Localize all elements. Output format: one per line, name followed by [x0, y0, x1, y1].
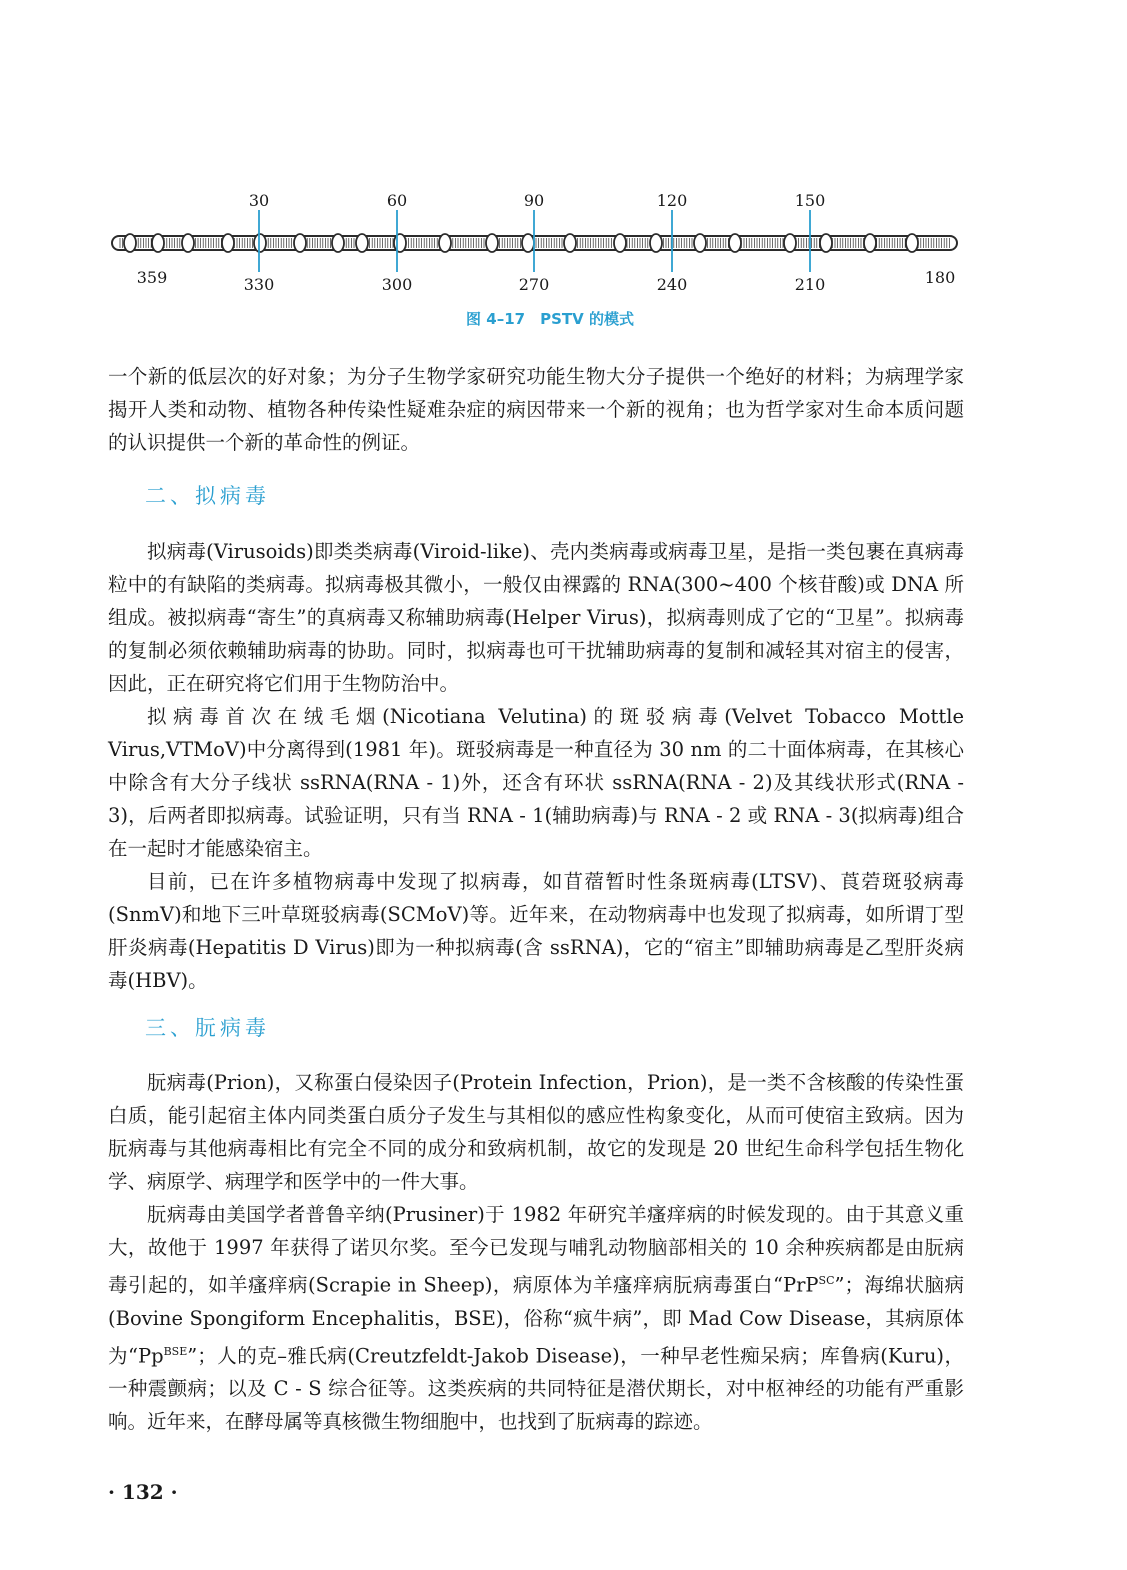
- p2-part-a: 朊病毒由美国学者普鲁辛纳(Prusiner)于 1982 年研究羊瘙痒病的时候发现的。由于其意义重大，故他于 1997 年获得了诺贝尔奖。至今已发现与哺乳动物脑部相关的 10 余种疾病都是由朊病毒引起的，如羊瘙痒病(Scrapie in Sheep)，病原体为羊瘙痒病朊病毒蛋白“PrP: [108, 1203, 964, 1297]
- internal-loop: [522, 234, 534, 252]
- section-3-paragraph-2: [108, 1198, 964, 1438]
- bottom-position-label: 180: [924, 268, 956, 287]
- section-3-body: [108, 1066, 964, 1438]
- intro-block: [108, 360, 964, 459]
- internal-loop: [254, 234, 266, 252]
- sup-bse: BSE: [163, 1344, 188, 1358]
- internal-loop: [124, 234, 136, 252]
- internal-loop: [614, 234, 626, 252]
- page-number: · 132 ·: [108, 1480, 178, 1504]
- internal-loop: [394, 234, 406, 252]
- bottom-position-label: 270: [518, 275, 550, 294]
- bottom-position-label: 240: [656, 275, 688, 294]
- top-position-label: 60: [386, 191, 408, 210]
- internal-loop: [332, 234, 344, 252]
- internal-loop: [784, 234, 796, 252]
- internal-loop: [439, 234, 451, 252]
- internal-loop: [650, 234, 662, 252]
- internal-loop: [356, 234, 368, 252]
- section-2-body: [108, 535, 964, 997]
- internal-loop: [486, 234, 498, 252]
- internal-loop: [729, 234, 741, 252]
- bottom-position-label: 359: [136, 268, 168, 287]
- intro-paragraph: 一个新的低层次的好对象；为分子生物学家研究功能生物大分子提供一个绝好的材料；为病理学家揭开人类和动物、植物各种传染性疑难杂症的病因带来一个新的视角；也为哲学家对生命本质问题的认识提供一个新的革命性的例证。: [108, 365, 964, 454]
- internal-loop: [564, 234, 576, 252]
- internal-loop: [694, 234, 706, 252]
- bottom-position-label: 210: [794, 275, 826, 294]
- section-3-paragraph-1: 朊病毒(Prion)，又称蛋白侵染因子(Protein Infection，Prion)，是一类不含核酸的传染性蛋白质，能引起宿主体内同类蛋白质分子发生与其相似的感应性构象变化，从而可使宿主致病。因为朊病毒与其他病毒相比有完全不同的成分和致病机制，故它的发现是 20 世纪生命科学包括生物化学、病原学、病理学和医学中的一件大事。: [108, 1071, 964, 1193]
- top-position-label: 150: [794, 191, 826, 210]
- internal-loop: [294, 234, 306, 252]
- internal-loop: [906, 234, 918, 252]
- pstv-figure: [100, 180, 1000, 340]
- section-2-title: 二、拟病毒: [145, 484, 270, 508]
- top-position-label: 90: [523, 191, 545, 210]
- bottom-position-label: 330: [243, 275, 275, 294]
- bottom-position-label: 300: [381, 275, 413, 294]
- internal-loop: [222, 234, 234, 252]
- section-2-paragraph-3: 目前，已在许多植物病毒中发现了拟病毒，如苜蓿暂时性条斑病毒(LTSV)、莨菪斑驳病毒(SnmV)和地下三叶草斑驳病毒(SCMoV)等。近年来，在动物病毒中也发现了拟病毒，如所谓丁型肝炎病毒(Hepatitis D Virus)即为一种拟病毒(含 ssRNA)，它的“宿主”即辅助病毒是乙型肝炎病毒(HBV)。: [108, 870, 964, 992]
- internal-loop: [820, 234, 832, 252]
- section-2-paragraph-1: 拟病毒(Virusoids)即类类病毒(Viroid-like)、壳内类病毒或病毒卫星，是指一类包裹在真病毒粒中的有缺陷的类病毒。拟病毒极其微小，一般仅由裸露的 RNA(300~400 个核苷酸)或 DNA 所组成。被拟病毒“寄生”的真病毒又称辅助病毒(Helper Virus)，拟病毒则成了它的“卫星”。拟病毒的复制必须依赖辅助病毒的协助。同时，拟病毒也可干扰辅助病毒的复制和减轻其对宿主的侵害，因此，正在研究将它们用于生物防治中。: [108, 540, 964, 695]
- internal-loop: [182, 234, 194, 252]
- figure-caption: 图 4–17 PSTV 的模式: [466, 310, 634, 328]
- p2-part-c: ”；人的克–雅氏病(Creutzfeldt-Jakob Disease)，一种早老性痴呆病；库鲁病(Kuru)，一种震颤病；以及 C - S 综合征等。这类疾病的共同特征是潜伏期长，对中枢神经的功能有严重影响。近年来，在酵母属等真核微生物细胞中，也找到了朊病毒的踪迹。: [108, 1344, 964, 1433]
- top-position-label: 30: [248, 191, 270, 210]
- section-3-title: 三、朊病毒: [145, 1016, 270, 1040]
- internal-loop: [864, 234, 876, 252]
- section-2-paragraph-2: 拟病毒首次在绒毛烟(Nicotiana Velutina)的斑驳病毒(Velvet Tobacco Mottle Virus,VTMoV)中分离得到(1981 年)。斑驳病毒是一种直径为 30 nm 的二十面体病毒，在其核心中除含有大分子线状 ssRNA(RNA - 1)外，还含有环状 ssRNA(RNA - 2)及其线状形式(RNA - 3)，后两者即拟病毒。试验证明，只有当 RNA - 1(辅助病毒)与 RNA - 2 或 RNA - 3(拟病毒)组合在一起时才能感染宿主。: [108, 705, 964, 860]
- internal-loop: [152, 234, 164, 252]
- sup-sc: SC: [818, 1274, 835, 1287]
- p2-part-b: ”；海绵状脑病(Bovine Spongiform Encephalitis，BSE)，俗称“疯牛病”，即 Mad Cow Disease，其病原体为“Pp: [108, 1273, 964, 1367]
- top-position-label: 120: [656, 191, 688, 210]
